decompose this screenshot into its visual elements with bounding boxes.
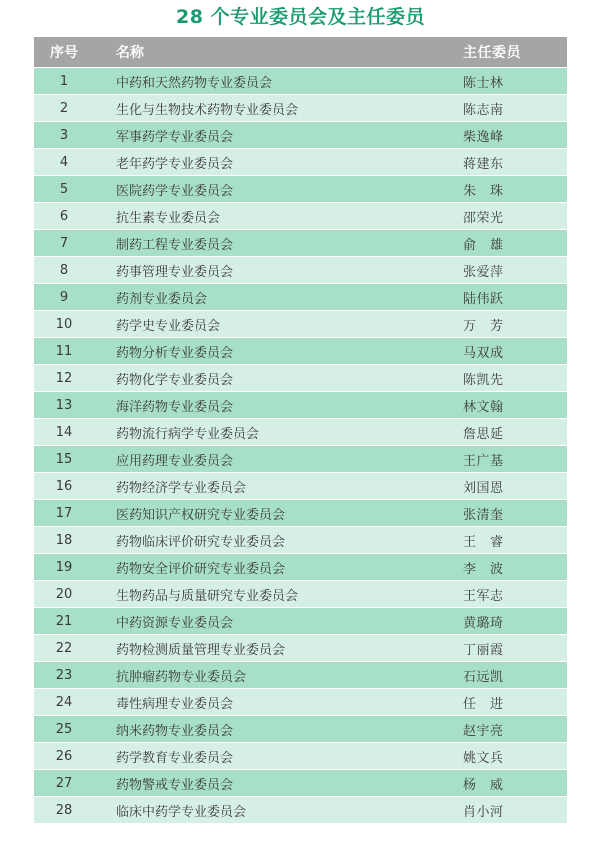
committee-table [34, 37, 567, 823]
table-row [34, 419, 567, 445]
chair-name: 王广基 [463, 453, 504, 469]
row-number: 17 [55, 505, 73, 521]
row-number: 2 [59, 100, 69, 116]
table-row [34, 716, 567, 742]
chair-name: 张清奎 [463, 507, 504, 523]
row-number: 28 [55, 802, 73, 818]
chair-name: 陈志南 [463, 102, 504, 118]
table-row [34, 500, 567, 526]
row-number: 11 [55, 343, 73, 359]
table-row [34, 554, 567, 580]
row-number: 18 [55, 532, 73, 548]
table-body [34, 68, 567, 823]
committee-name: 中药资源专业委员会 [116, 615, 234, 631]
row-number: 9 [59, 289, 69, 305]
chair-name: 陆伟跃 [463, 291, 504, 307]
table-row [34, 392, 567, 418]
header-name: 名称 [116, 45, 144, 61]
row-number: 21 [55, 613, 73, 629]
committee-name: 药物安全评价研究专业委员会 [116, 561, 286, 577]
chair-name: 姚文兵 [463, 750, 504, 766]
table-row [34, 473, 567, 499]
chair-name: 陈士林 [463, 75, 504, 91]
chair-name: 赵宇亮 [463, 723, 504, 739]
committee-name: 医药知识产权研究专业委员会 [116, 507, 286, 523]
header-no: 序号 [50, 45, 78, 61]
row-number: 19 [55, 559, 73, 575]
table-row [34, 284, 567, 310]
committee-name: 中药和天然药物专业委员会 [116, 75, 273, 91]
chair-name: 蒋建东 [463, 156, 504, 172]
row-number: 5 [59, 181, 69, 197]
committee-name: 药物检测质量管理专业委员会 [116, 642, 286, 658]
table-row [34, 770, 567, 796]
table-row [34, 446, 567, 472]
row-number: 3 [59, 127, 69, 143]
committee-name: 军事药学专业委员会 [116, 129, 234, 145]
row-number: 1 [59, 73, 69, 89]
row-number: 22 [55, 640, 73, 656]
committee-name: 药物临床评价研究专业委员会 [116, 534, 286, 550]
table-row [34, 176, 567, 202]
committee-name: 药剂专业委员会 [116, 291, 208, 307]
table-row [34, 635, 567, 661]
table-row [34, 68, 567, 94]
page-title: 28 个专业委员会及主任委员 [175, 6, 426, 28]
table-row [34, 311, 567, 337]
chair-name: 石远凯 [463, 669, 504, 685]
chair-name: 任 进 [463, 696, 504, 712]
table-row [34, 365, 567, 391]
table-row [34, 797, 567, 823]
committee-name: 药物分析专业委员会 [116, 345, 234, 361]
table-row [34, 527, 567, 553]
table-row [34, 662, 567, 688]
table-row [34, 257, 567, 283]
table-row [34, 203, 567, 229]
chair-name: 詹思延 [463, 426, 504, 442]
header-chair: 主任委员 [463, 45, 521, 61]
row-number: 4 [59, 154, 69, 170]
row-number: 12 [55, 370, 73, 386]
table-row [34, 608, 567, 634]
committee-name: 医院药学专业委员会 [116, 183, 234, 199]
row-number: 16 [55, 478, 73, 494]
row-number: 6 [59, 208, 69, 224]
chair-name: 刘国恩 [463, 480, 504, 496]
row-number: 10 [55, 316, 73, 332]
committee-name: 毒性病理专业委员会 [116, 696, 234, 712]
committee-name: 应用药理专业委员会 [116, 453, 234, 469]
row-number: 20 [55, 586, 73, 602]
committee-name: 制药工程专业委员会 [116, 237, 234, 253]
table-row [34, 581, 567, 607]
committee-name: 药学教育专业委员会 [116, 750, 234, 766]
chair-name: 万 芳 [463, 318, 504, 334]
chair-name: 肖小河 [463, 804, 504, 820]
committee-name: 生物药品与质量研究专业委员会 [116, 588, 299, 604]
committee-name: 纳米药物专业委员会 [116, 723, 234, 739]
table-row [34, 689, 567, 715]
table-row [34, 95, 567, 121]
chair-name: 邵荣光 [463, 210, 504, 226]
table-row [34, 338, 567, 364]
committee-name: 药物化学专业委员会 [116, 372, 234, 388]
chair-name: 张爱萍 [463, 264, 504, 280]
chair-name: 朱 珠 [463, 183, 504, 199]
chair-name: 陈凯先 [463, 372, 504, 388]
chair-name: 俞 雄 [463, 237, 504, 253]
row-number: 15 [55, 451, 73, 467]
committee-name: 海洋药物专业委员会 [116, 399, 234, 415]
row-number: 8 [59, 262, 69, 278]
committee-name: 药事管理专业委员会 [116, 264, 234, 280]
chair-name: 黄璐琦 [463, 615, 504, 631]
committee-name: 临床中药学专业委员会 [116, 804, 247, 820]
committee-name: 抗肿瘤药物专业委员会 [116, 669, 247, 685]
row-number: 27 [55, 775, 73, 791]
table-row [34, 230, 567, 256]
table-row [34, 122, 567, 148]
committee-name: 药学史专业委员会 [116, 318, 221, 334]
row-number: 14 [55, 424, 73, 440]
committee-name: 药物经济学专业委员会 [116, 480, 247, 496]
chair-name: 林文翰 [463, 399, 504, 415]
chair-name: 马双成 [463, 345, 504, 361]
chair-name: 杨 威 [463, 777, 504, 793]
committee-name: 药物警戒专业委员会 [116, 777, 234, 793]
chair-name: 李 波 [463, 561, 504, 577]
table-row [34, 149, 567, 175]
row-number: 26 [55, 748, 73, 764]
table-header [34, 37, 567, 67]
chair-name: 王 睿 [463, 534, 504, 550]
committee-name: 抗生素专业委员会 [116, 210, 221, 226]
row-number: 13 [55, 397, 73, 413]
chair-name: 王军志 [463, 588, 504, 604]
row-number: 24 [55, 694, 73, 710]
committee-name: 药物流行病学专业委员会 [116, 426, 260, 442]
committee-name: 生化与生物技术药物专业委员会 [116, 102, 299, 118]
committee-name: 老年药学专业委员会 [116, 156, 234, 172]
row-number: 7 [59, 235, 69, 251]
row-number: 23 [55, 667, 73, 683]
table-row [34, 743, 567, 769]
row-number: 25 [55, 721, 73, 737]
chair-name: 柴逸峰 [463, 129, 504, 145]
chair-name: 丁丽霞 [463, 642, 504, 658]
